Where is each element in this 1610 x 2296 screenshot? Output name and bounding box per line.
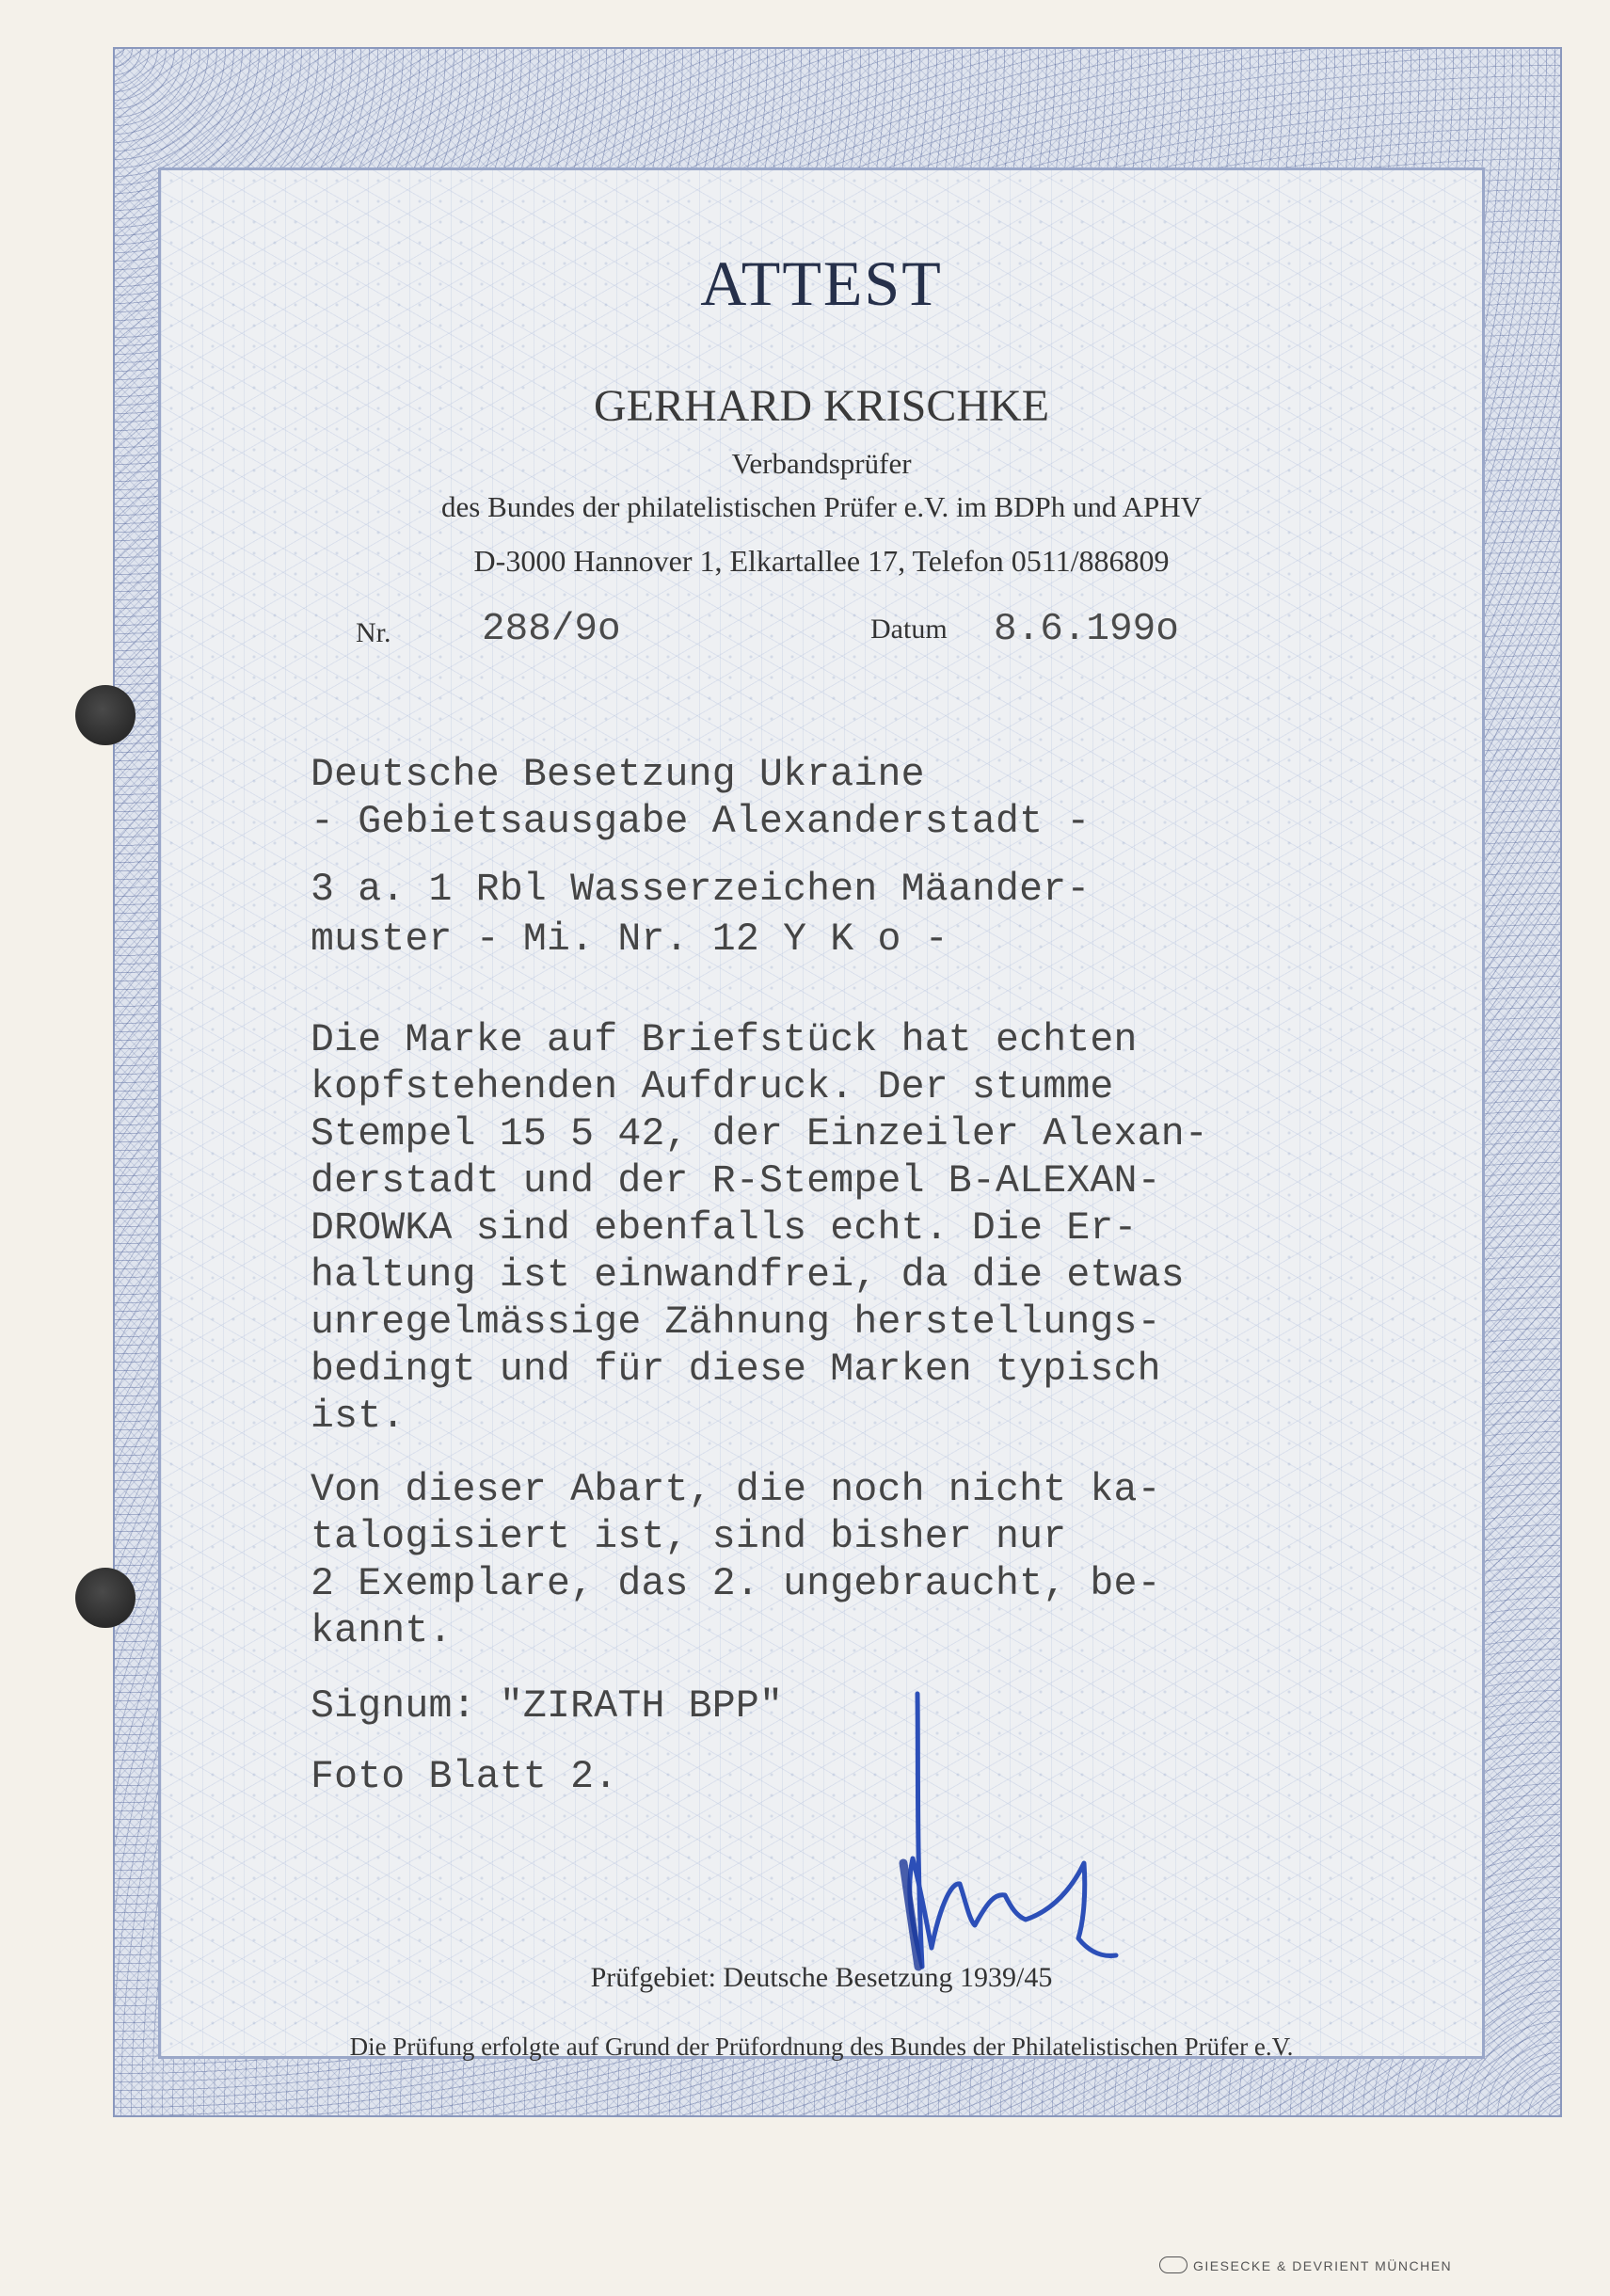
body-line: ist.: [311, 1395, 406, 1439]
body-line: bedingt und für diese Marken typisch: [311, 1347, 1161, 1392]
body-line: Von dieser Abart, die noch nicht ka-: [311, 1468, 1161, 1512]
nr-value: 288/9o: [482, 608, 621, 651]
printer-logo-icon: [1159, 2256, 1188, 2273]
body-line: Stempel 15 5 42, der Einzeiler Alexan-: [311, 1112, 1208, 1156]
body-line: Signum: "ZIRATH BPP": [311, 1684, 784, 1729]
datum-label: Datum: [870, 614, 948, 645]
body-line: muster - Mi. Nr. 12 Y K o -: [311, 917, 948, 962]
body-line: haltung ist einwandfrei, da die etwas: [311, 1253, 1185, 1298]
datum-value: 8.6.199o: [994, 608, 1179, 651]
body-line: 2 Exemplare, das 2. ungebraucht, be-: [311, 1562, 1161, 1606]
body-line: talogisiert ist, sind bisher nur: [311, 1515, 1067, 1559]
body-line: Foto Blatt 2.: [311, 1755, 618, 1799]
body-line: DROWKA sind ebenfalls echt. Die Er-: [311, 1206, 1138, 1251]
body-line: Deutsche Besetzung Ukraine: [311, 753, 925, 797]
examiner-name: GERHARD KRISCHKE: [593, 381, 1050, 431]
examination-area: Prüfgebiet: Deutsche Besetzung 1939/45: [590, 1962, 1053, 1993]
punch-hole-bottom: [75, 1568, 135, 1628]
body-line: derstadt und der R-Stempel B-ALEXAN-: [311, 1159, 1161, 1204]
printer-imprint: GIESECKE & DEVRIENT MÜNCHEN: [1193, 2258, 1453, 2273]
punch-hole-top: [75, 685, 135, 745]
examination-rules: Die Prüfung erfolgte auf Grund der Prüfordnung des Bundes der Philatelistischen Prüfer e.V.: [349, 2033, 1294, 2061]
handwritten-signature: [885, 1684, 1167, 2004]
address-line: D-3000 Hannover 1, Elkartallee 17, Telefon 0511/886809: [473, 544, 1170, 578]
body-line: 3 a. 1 Rbl Wasserzeichen Mäander-: [311, 868, 1091, 912]
nr-label: Nr.: [356, 617, 391, 648]
body-line: Die Marke auf Briefstück hat echten: [311, 1018, 1138, 1062]
examiner-role: Verbandsprüfer: [731, 447, 912, 480]
body-line: kopfstehenden Aufdruck. Der stumme: [311, 1065, 1114, 1109]
body-line: - Gebietsausgabe Alexanderstadt -: [311, 800, 1091, 844]
body-line: kannt.: [311, 1609, 453, 1653]
certificate-title: ATTEST: [700, 247, 943, 319]
body-line: unregelmässige Zähnung herstellungs-: [311, 1300, 1161, 1345]
association-line: des Bundes der philatelistischen Prüfer e.V. im BDPh und APHV: [441, 490, 1202, 523]
